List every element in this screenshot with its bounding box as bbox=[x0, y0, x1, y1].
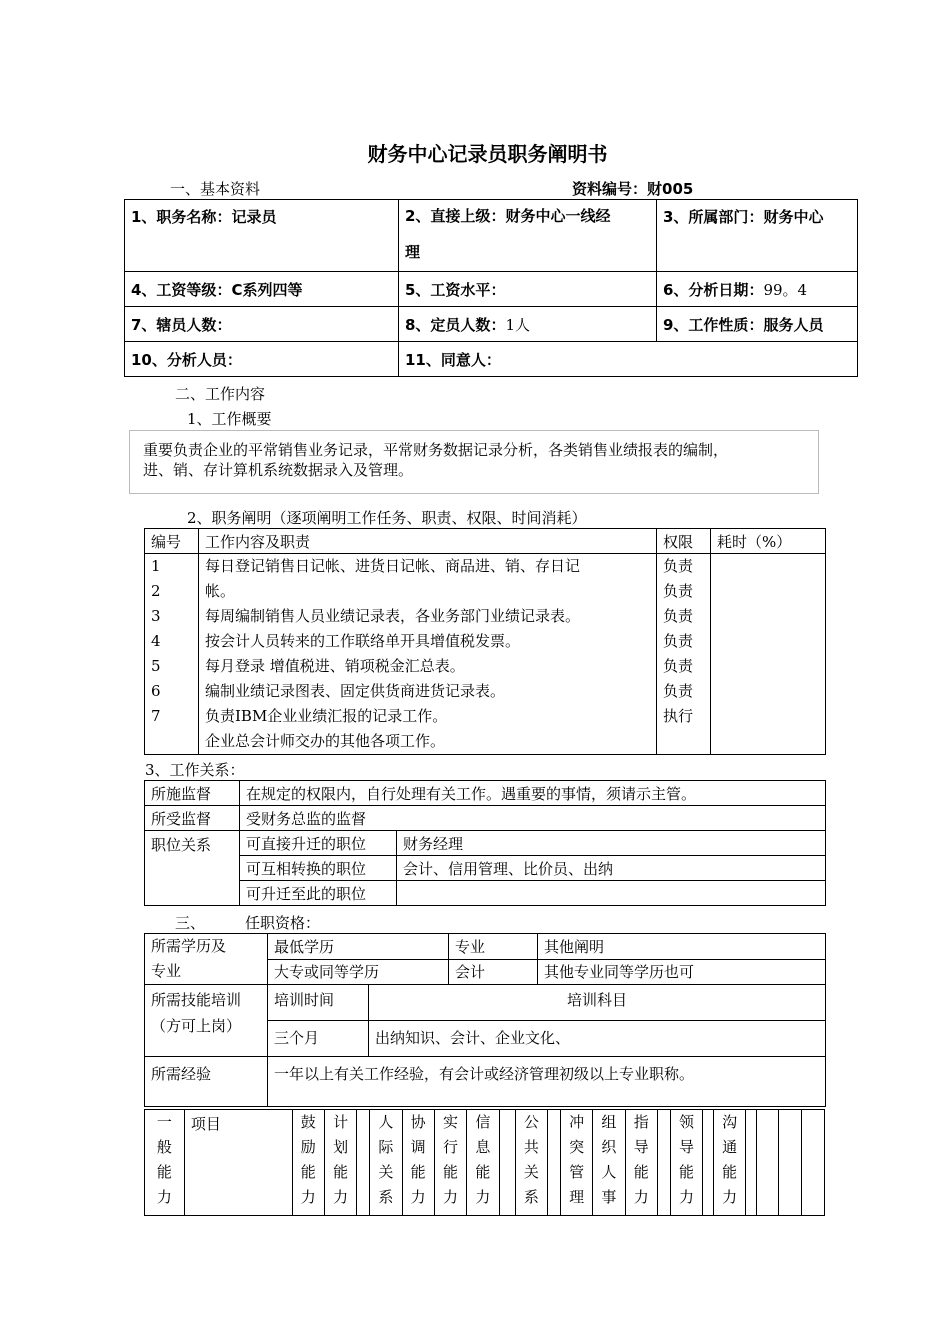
duty-line: 每月登录 增值税进、销项税金汇总表。 bbox=[205, 657, 465, 675]
skill-label: 所需技能培训 （方可上岗） bbox=[145, 985, 268, 1057]
approver-cell: 11、同意人： bbox=[399, 342, 858, 377]
ability-gap bbox=[499, 1110, 515, 1216]
job-name-cell: 1、职务名称：记录员 bbox=[125, 200, 399, 272]
duty-number: 3 bbox=[151, 607, 161, 625]
col-header: 耗时（%） bbox=[711, 529, 826, 554]
duty-number: 2 bbox=[151, 582, 161, 600]
ability-label: 一 般 能 力 bbox=[145, 1110, 185, 1216]
ability-col: 公 共 关 系 bbox=[515, 1110, 547, 1216]
position-label: 职位关系 bbox=[145, 831, 240, 906]
duty-time bbox=[711, 554, 826, 755]
duty-number: 4 bbox=[151, 632, 161, 650]
ability-item-header: 项目 bbox=[184, 1110, 292, 1216]
duty-right: 负责 bbox=[663, 557, 694, 575]
duty-right: 负责 bbox=[663, 682, 694, 700]
headcount-cell: 8、定员人数：1人 bbox=[399, 307, 657, 342]
duty-line: 每日登记销售日记帐、进货日记帐、商品进、销、存日记 bbox=[205, 557, 581, 575]
salary-grade-cell: 4、工资等级：C系列四等 bbox=[125, 272, 399, 307]
work-summary-box bbox=[129, 430, 819, 494]
ability-gap bbox=[802, 1110, 825, 1216]
duty-line: 帐。 bbox=[205, 582, 236, 600]
position-value: 会计、信用管理、比价员、出纳 bbox=[397, 856, 826, 881]
position-value: 财务经理 bbox=[397, 831, 826, 856]
supervisor-line1: 2、直接上级：财务中心一线经 bbox=[405, 207, 611, 225]
section-qual-heading: 任职资格： bbox=[245, 914, 321, 932]
section-basic-heading: 一、基本资料 bbox=[170, 180, 261, 198]
col-header: 权限 bbox=[657, 529, 711, 554]
ability-gap bbox=[357, 1110, 370, 1216]
supervisor-cell bbox=[399, 200, 657, 272]
exp-value: 一年以上有关工作经验，有会计或经济管理初级以上专业职称。 bbox=[268, 1057, 826, 1107]
supervise-label: 所施监督 bbox=[145, 781, 240, 806]
col-header: 编号 bbox=[145, 529, 199, 554]
other-header: 其他阐明 bbox=[538, 934, 826, 960]
work-summary-heading: 1、工作概要 bbox=[187, 410, 272, 428]
duty-right: 负责 bbox=[663, 657, 694, 675]
col-header: 工作内容及职责 bbox=[199, 529, 657, 554]
other-value: 其他专业同等学历也可 bbox=[538, 959, 826, 985]
supervisor-line2: 理 bbox=[405, 243, 421, 261]
ability-col: 实 行 能 力 bbox=[434, 1110, 466, 1216]
duty-right: 负责 bbox=[663, 582, 694, 600]
ability-col: 信 息 能 力 bbox=[467, 1110, 499, 1216]
duty-number: 7 bbox=[151, 707, 161, 725]
position-type: 可直接升迁的职位 bbox=[240, 831, 397, 856]
supervised-value: 受财务总监的监督 bbox=[240, 806, 826, 831]
duty-number: 5 bbox=[151, 657, 161, 675]
edu-label: 所需学历及 专业 bbox=[145, 934, 268, 985]
basic-info-table bbox=[124, 199, 858, 377]
summary-line: 进、销、存计算机系统数据录入及管理。 bbox=[143, 461, 414, 479]
ability-col: 领 导 能 力 bbox=[670, 1110, 702, 1216]
duty-contents bbox=[199, 554, 657, 755]
duty-right: 执行 bbox=[663, 707, 694, 725]
section-qual-number: 三、 bbox=[175, 914, 206, 932]
salary-level-cell: 5、工资水平： bbox=[399, 272, 657, 307]
train-time-header: 培训时间 bbox=[268, 985, 369, 1021]
ability-col: 计 划 能 力 bbox=[324, 1110, 356, 1216]
page-title: 财务中心记录员职务阐明书 bbox=[367, 142, 608, 166]
relations-heading: 3、工作关系： bbox=[145, 761, 245, 779]
ability-gap bbox=[757, 1110, 779, 1216]
duty-rights bbox=[657, 554, 711, 755]
work-nature-cell: 9、工作性质：服务人员 bbox=[657, 307, 858, 342]
duties-heading: 2、职务阐明（逐项阐明工作任务、职责、权限、时间消耗） bbox=[187, 509, 587, 527]
ability-col: 鼓 励 能 力 bbox=[292, 1110, 324, 1216]
duties-table bbox=[144, 528, 826, 755]
supervise-value: 在规定的权限内，自行处理有关工作。遇重要的事情，须请示主管。 bbox=[240, 781, 826, 806]
ability-gap bbox=[657, 1110, 670, 1216]
position-type: 可升迁至此的职位 bbox=[240, 881, 397, 906]
summary-line: 重要负责企业的平常销售业务记录，平常财务数据记录分析，各类销售业绩报表的编制， bbox=[143, 441, 729, 459]
document-ref: 资料编号：财005 bbox=[572, 180, 694, 198]
ability-col: 组 织 人 事 bbox=[593, 1110, 625, 1216]
section-work-heading: 二、工作内容 bbox=[175, 385, 266, 403]
duty-line: 负责IBM企业业绩汇报的记录工作。 bbox=[205, 707, 448, 725]
ability-col: 指 导 能 力 bbox=[625, 1110, 657, 1216]
ability-gap bbox=[703, 1110, 714, 1216]
duty-line: 企业总会计师交办的其他各项工作。 bbox=[205, 732, 446, 750]
position-value bbox=[397, 881, 826, 906]
duty-numbers bbox=[145, 554, 199, 755]
duty-line: 编制业绩记录图表、固定供货商进货记录表。 bbox=[205, 682, 506, 700]
train-time-value: 三个月 bbox=[268, 1021, 369, 1057]
min-edu-value: 大专或同等学历 bbox=[268, 959, 449, 985]
ability-col: 人 际 关 系 bbox=[370, 1110, 402, 1216]
qualification-table bbox=[144, 933, 826, 1107]
duty-number: 1 bbox=[151, 557, 161, 575]
duty-line: 按会计人员转来的工作联络单开具增值税发票。 bbox=[205, 632, 521, 650]
duty-line: 每周编制销售人员业绩记录表，各业务部门业绩记录表。 bbox=[205, 607, 581, 625]
department-cell: 3、所属部门：财务中心 bbox=[657, 200, 858, 272]
train-subject-header: 培训科目 bbox=[369, 985, 826, 1021]
duty-right: 负责 bbox=[663, 632, 694, 650]
ability-gap bbox=[778, 1110, 802, 1216]
ability-table bbox=[144, 1109, 825, 1216]
position-type: 可互相转换的职位 bbox=[240, 856, 397, 881]
exp-label: 所需经验 bbox=[145, 1057, 268, 1107]
duty-number: 6 bbox=[151, 682, 161, 700]
duty-right: 负责 bbox=[663, 607, 694, 625]
major-value: 会计 bbox=[449, 959, 538, 985]
supervised-label: 所受监督 bbox=[145, 806, 240, 831]
relations-table bbox=[144, 780, 826, 906]
ability-col: 协 调 能 力 bbox=[402, 1110, 434, 1216]
ability-col: 冲 突 管 理 bbox=[560, 1110, 592, 1216]
ability-gap bbox=[547, 1110, 560, 1216]
major-header: 专业 bbox=[449, 934, 538, 960]
ability-col: 沟 通 能 力 bbox=[713, 1110, 745, 1216]
analyst-cell: 10、分析人员： bbox=[125, 342, 399, 377]
analysis-date-cell: 6、分析日期：99。4 bbox=[657, 272, 858, 307]
ability-gap bbox=[746, 1110, 757, 1216]
train-subject-value: 出纳知识、会计、企业文化、 bbox=[369, 1021, 826, 1057]
subordinates-cell: 7、辖员人数： bbox=[125, 307, 399, 342]
min-edu-header: 最低学历 bbox=[268, 934, 449, 960]
